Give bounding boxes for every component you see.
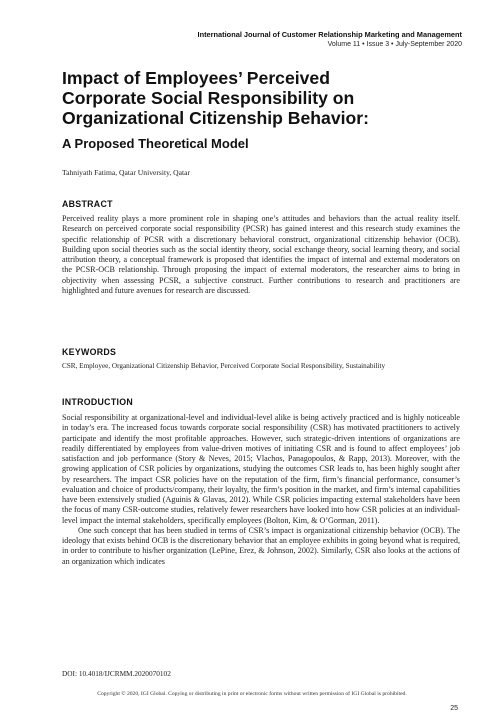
title-line-2: Corporate Social Responsibility on [62, 88, 355, 108]
title-line-3: Organizational Citizenship Behavior: [62, 108, 369, 128]
introduction-body [62, 413, 460, 567]
abstract-text: Perceived reality plays a more prominent role in shaping one’s attitudes and behaviors than the actual reality itself. Research on perceived corporate social responsibility (PCSR) has gained interest and this research study examines the specific relationship of PCSR with a discretionary behavioral construct, organizational citizenship behavior (OCB). Building upon social theories such as the social identity theory, social exchange theory, social learning theory, and social attribution theory, a conceptual framework is proposed that identifies the impact of internal and external moderators on the PCSR-OCB relationship. Through proposing the impact of external moderators, the researcher aims to bring in objectivity when assessing PCSR, a subjective construct. Further contributions to research and practitioners are highlighted and future avenues for research are discussed. [62, 214, 460, 295]
article-title [62, 68, 462, 128]
keywords-heading: KEYWORDS [62, 347, 117, 357]
doi-link[interactable]: DOI: 10.4018/IJCRMM.2020070102 [62, 669, 171, 678]
article-subtitle: A Proposed Theoretical Model [62, 136, 249, 151]
introduction-paragraph-2: One such concept that has been studied in terms of CSR’s impact is organizational citizenship behavior (OCB). The ideology that exists behind OCB is the discretionary behavior that an employee exhibits in going beyond what is required, in order to contribute to his/her organization (LePine, Erez, & Johnson, 2002). Similarly, CSR also looks at the actions of an organization which indicates [62, 525, 460, 566]
journal-volume: Volume 11 • Issue 3 • July-September 2020 [327, 41, 462, 48]
abstract-body [62, 214, 460, 296]
author-line: Tahniyath Fatima, Qatar University, Qatar [62, 168, 191, 177]
introduction-paragraph-1: Social responsibility at organizational-level and individual-level alike is being actively practiced and is highly noticeable in today’s era. The increased focus towards corporate social responsibility (CSR) has motivated practitioners to actively participate and identify the most profitable approaches. However, such strategic-driven intentions of organizations are readily differentiated by employees from value-driven motives of initiating CSR and is found to affect employees’ job satisfaction and job performance (Story & Neves, 2015; Vlachos, Panagopoulos, & Rapp, 2013). Moreover, with the growing application of CSR policies by organizations, studying the outcomes CSR leads to, has been highly sought after by researchers. The impact CSR policies have on the reputation of the firm, firm’s financial performance, consumer’s evaluation and choice of products/company, their loyalty, the firm’s position in the market, and firm’s internal capabilities have been extensively studied (Aguinis & Glavas, 2012). While CSR policies impacting external stakeholders have been the focus of many CSR-outcome studies, relatively fewer researchers have looked into how CSR policies at an individual-level impact the internal stakeholders, specifically employees (Bolton, Kim, & O’Gorman, 2011). [62, 413, 460, 525]
introduction-heading: INTRODUCTION [62, 397, 134, 407]
journal-header [198, 30, 462, 48]
abstract-heading: ABSTRACT [62, 199, 113, 209]
keywords-text: CSR, Employee, Organizational Citizenship Behavior, Perceived Corporate Social Responsibility, Sustainability [62, 362, 386, 370]
page-number: 25 [450, 705, 458, 712]
copyright-notice: Copyright © 2020, IGI Global. Copying or distributing in print or electronic forms without written permission of IGI Global is prohibited. [97, 691, 407, 697]
journal-name: International Journal of Customer Relationship Marketing and Management [197, 30, 462, 39]
title-line-1: Impact of Employees’ Perceived [62, 68, 330, 88]
